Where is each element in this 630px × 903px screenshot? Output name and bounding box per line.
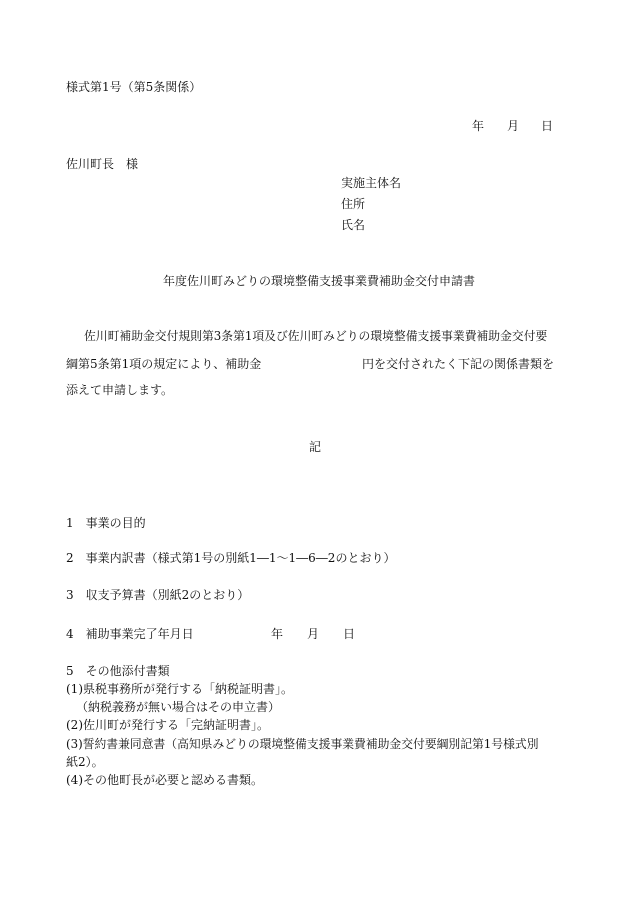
attachment-1-note: （納税義務が無い場合はその申立書）	[76, 700, 281, 714]
body-line-2a: 綱第5条第1項の規定により、補助金	[66, 357, 262, 371]
item-4-month: 月	[307, 627, 320, 641]
addressee: 佐川町長 様	[66, 157, 139, 171]
document-title: 年度佐川町みどりの環境整備支援事業費補助金交付申請書	[163, 274, 476, 288]
attachment-3-line-2: 紙2）。	[66, 755, 104, 769]
body-line-3: 添えて申請します。	[66, 383, 174, 397]
date-month-label: 月	[507, 119, 520, 133]
attachment-2: (2)佐川町が発行する「完納証明書」。	[66, 718, 269, 732]
applicant-name-label: 氏名	[341, 218, 366, 232]
applicant-entity-label: 実施主体名	[341, 176, 402, 190]
attachment-4: (4)その他町長が必要と認める書類。	[66, 773, 263, 787]
attachment-3-line-1: (3)誓約書兼同意書（高知県みどりの環境整備支援事業費補助金交付要綱別記第1号様式別	[66, 737, 539, 751]
body-line-2b: 円を交付されたく下記の関係書類を	[362, 357, 555, 371]
attachment-1: (1)県税事務所が発行する「納税証明書」。	[66, 682, 293, 696]
item-4-year: 年	[271, 627, 284, 641]
item-1: 1 事業の目的	[66, 516, 146, 530]
item-4-day: 日	[343, 627, 356, 641]
item-4-label: 4 補助事業完了年月日	[66, 627, 194, 641]
ki-heading: 記	[309, 440, 322, 454]
date-year-label: 年	[472, 119, 485, 133]
form-number: 様式第1号（第5条関係）	[66, 80, 202, 94]
date-day-label: 日	[541, 119, 554, 133]
applicant-address-label: 住所	[341, 197, 366, 211]
item-3: 3 収支予算書（別紙2のとおり）	[66, 588, 250, 602]
item-5: 5 その他添付書類	[66, 664, 170, 678]
item-2: 2 事業内訳書（様式第1号の別紙1―1～1―6―2のとおり）	[66, 551, 396, 565]
body-line-1: 佐川町補助金交付規則第3条第1項及び佐川町みどりの環境整備支援事業費補助金交付要	[84, 329, 548, 343]
